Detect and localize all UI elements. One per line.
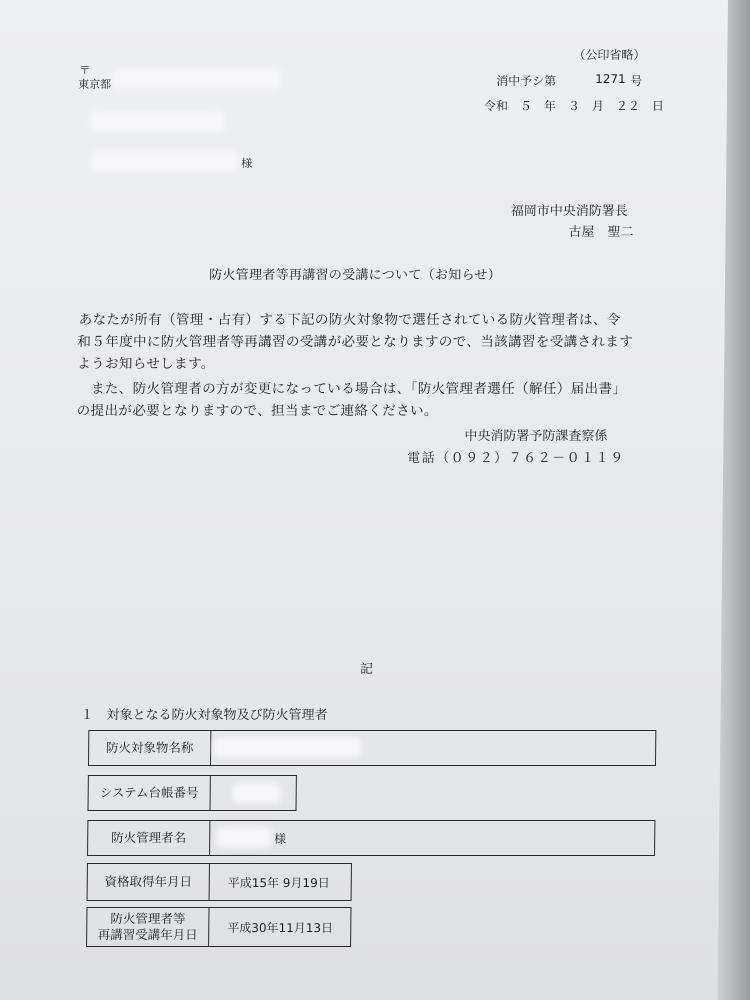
doc-number-suffix: 号 <box>630 74 643 88</box>
row-label-line-2: 再講習受講年月日 <box>97 927 198 942</box>
section-1-heading: １ 対象となる防火対象物及び防火管理者 <box>80 708 328 723</box>
sender-office: 福岡市中央消防署長 <box>510 204 628 219</box>
ki-marker: 記 <box>359 662 374 677</box>
row-label: 防火対象物名称 <box>89 731 211 765</box>
row-reattendance-date <box>86 907 351 947</box>
redacted-address <box>117 72 277 86</box>
row-building-name <box>88 730 656 766</box>
issue-date: 令和 ５ 年 ３ 月 ２２ 日 <box>483 99 664 113</box>
reattendance-date-value: 平成30年11月13日 <box>227 920 334 935</box>
row-qualification-date <box>87 863 352 901</box>
contact-phone: 電話（０９２）７６２－０１１９ <box>407 451 625 466</box>
body-paragraph-2-line-2: の提出が必要となりますので、担当までご連絡ください。 <box>76 403 438 419</box>
row-label: 資格取得年月日 <box>88 864 210 900</box>
body-paragraph-2-line-1: また、防火管理者の方が変更になっている場合は、「防火管理者選任（解任）届出書」 <box>90 381 627 397</box>
seal-omitted-note: （公印省略） <box>573 48 646 62</box>
redacted-ledger-number <box>237 787 277 800</box>
row-fire-manager-name <box>87 820 655 856</box>
body-paragraph-1-line-3: ようお知らせします。 <box>77 356 215 372</box>
body-paragraph-1-line-1: あなたが所有（管理・占有）する下記の防火対象物で選任されている防火管理者は、令 <box>78 312 621 328</box>
doc-number: 1271 <box>595 72 626 86</box>
address-prefix: 東京都 <box>78 78 112 91</box>
qualification-date-value: 平成15年 9月19日 <box>227 875 330 890</box>
contact-department: 中央消防署予防課査察係 <box>464 429 608 444</box>
postal-mark: 〒 <box>79 64 91 77</box>
row-label-line-1: 防火管理者等 <box>110 911 186 927</box>
recipient-honorific: 様 <box>241 157 253 170</box>
body-paragraph-1-line-2: 和５年度中に防火管理者等再講習の受講が必要となりますので、当該講習を受講されます <box>77 334 634 350</box>
row-label: 防火管理者名 <box>88 821 210 855</box>
sender-name: 古屋 聖二 <box>568 225 634 240</box>
document-title: 防火管理者等再講習の受講について（お知らせ） <box>209 268 502 283</box>
row-label <box>87 908 209 946</box>
redacted-recipient-name <box>94 154 234 169</box>
row-label: システム台帳番号 <box>89 776 211 810</box>
manager-honorific: 様 <box>274 831 287 846</box>
redacted-company <box>94 114 222 128</box>
redacted-manager-name <box>220 831 268 844</box>
row-system-ledger-number <box>88 775 297 811</box>
doc-number-prefix: 消中予シ第 <box>496 74 557 88</box>
redacted-building-name <box>217 741 357 754</box>
